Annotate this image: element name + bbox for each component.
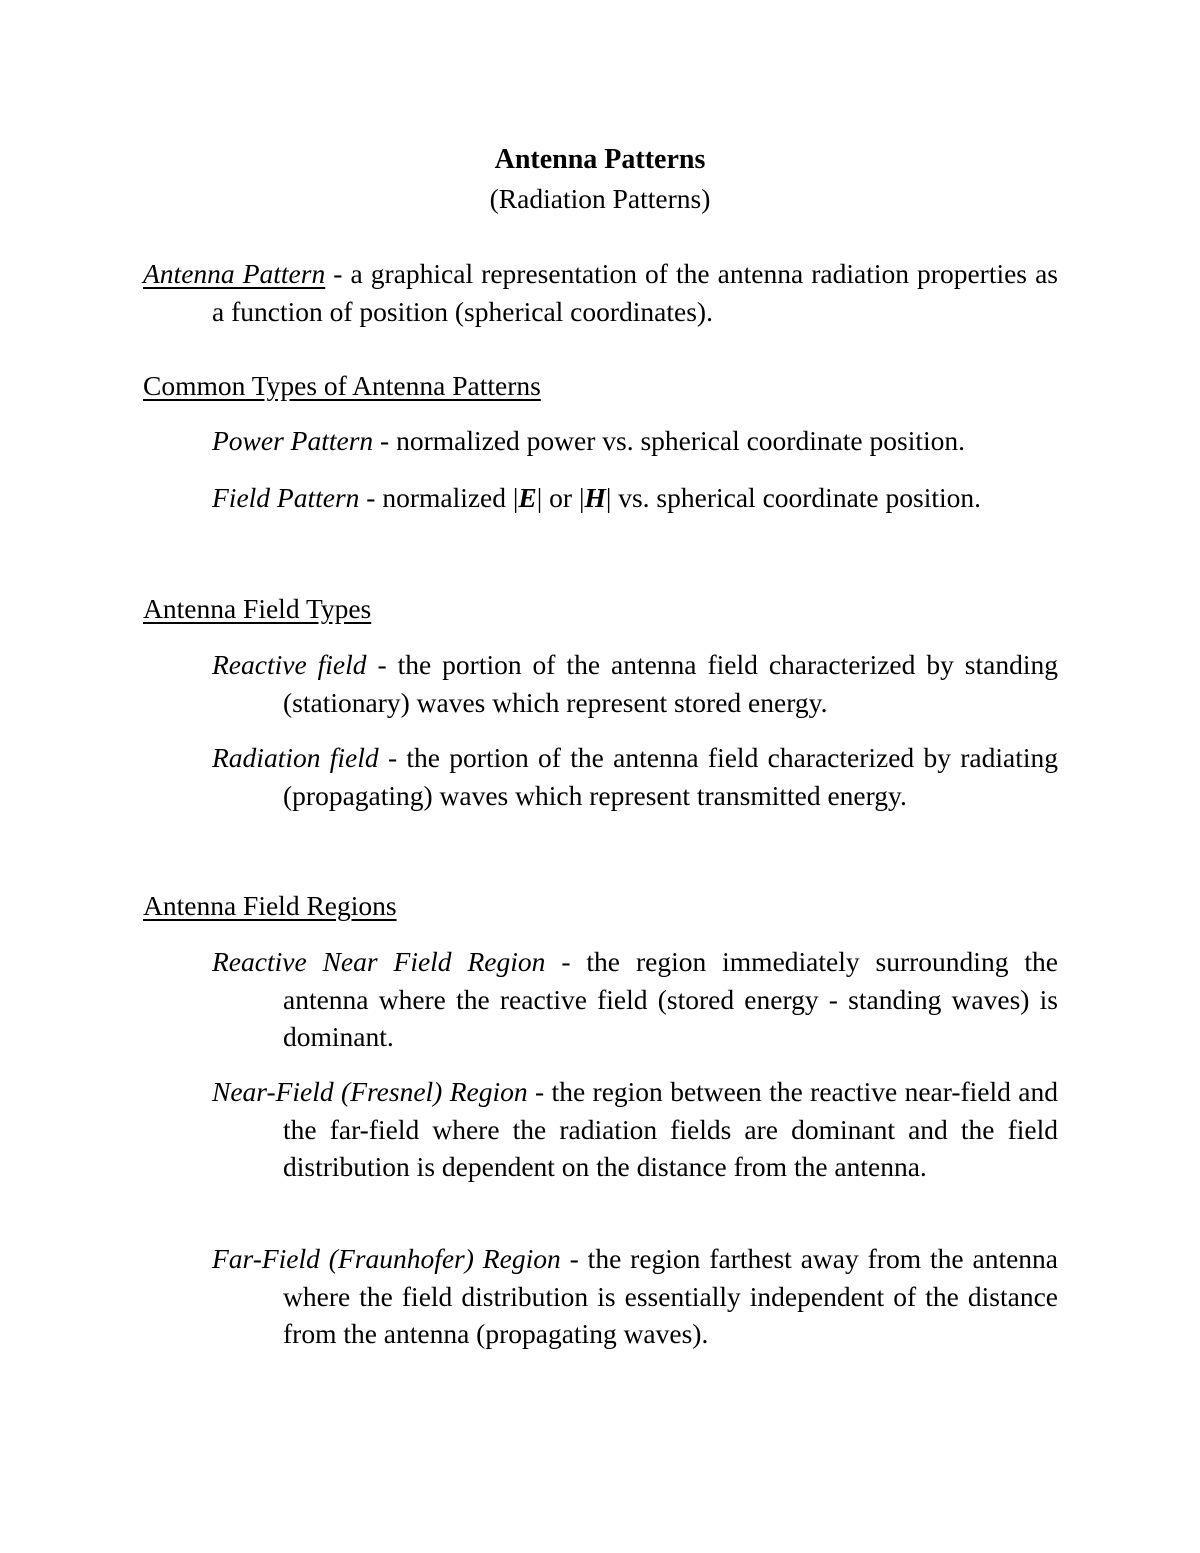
field-pattern-paragraph: Field Pattern - normalized |E| or |H| vs. spherical coordinate position. — [212, 482, 981, 513]
h-field-symbol: H — [584, 482, 606, 513]
reactive-field-term: Reactive field — [212, 649, 367, 680]
reactive-near-field-text: - the region immediately surrounding the antenna where the reactive field (stored energy - standing waves) is dominant. — [283, 946, 1058, 1052]
antenna-pattern-definition — [143, 255, 1058, 330]
near-field-paragraph — [212, 1073, 1058, 1186]
heading-field-regions: Antenna Field Regions — [143, 890, 397, 921]
page-title: Antenna Patterns — [494, 144, 706, 175]
near-field-term: Near-Field (Fresnel) Region — [212, 1076, 528, 1107]
heading-field-types: Antenna Field Types — [143, 593, 372, 624]
reactive-field-paragraph — [212, 646, 1058, 721]
near-field-text: - the region between the reactive near-field and the far-field where the radiation fields are dominant and the field distribution is dependent on the distance from the antenna. — [283, 1076, 1058, 1182]
reactive-near-field-paragraph — [212, 943, 1058, 1056]
e-field-symbol: E — [518, 482, 537, 513]
antenna-pattern-term: Antenna Pattern — [143, 258, 326, 289]
radiation-field-paragraph — [212, 739, 1058, 814]
field-pattern-term: Field Pattern — [212, 482, 360, 513]
radiation-field-text: - the portion of the antenna field characterized by radiating (propagating) waves which represent transmitted energy. — [283, 742, 1058, 811]
power-pattern-text: - normalized power vs. spherical coordinate position. — [373, 425, 966, 456]
far-field-term: Far-Field (Fraunhofer) Region — [212, 1243, 561, 1274]
field-pattern-text-or: or — [542, 482, 579, 513]
page-subtitle: (Radiation Patterns) — [489, 183, 711, 214]
reactive-field-text: - the portion of the antenna field characterized by standing (stationary) waves which represent stored energy. — [283, 649, 1058, 718]
far-field-paragraph — [212, 1240, 1058, 1353]
field-pattern-text-after: vs. spherical coordinate position. — [611, 482, 981, 513]
far-field-text: - the region farthest away from the antenna where the field distribution is essentially independent of the distance from the antenna (propagating waves). — [283, 1243, 1058, 1349]
radiation-field-term: Radiation field — [212, 742, 379, 773]
heading-common-types: Common Types of Antenna Patterns — [143, 370, 541, 401]
power-pattern-paragraph — [212, 422, 1058, 460]
antenna-pattern-text: - a graphical representation of the antenna radiation properties as a function of position (spherical coordinates). — [212, 258, 1058, 327]
field-pattern-text-before: - normalized — [359, 482, 513, 513]
reactive-near-field-term: Reactive Near Field Region — [212, 946, 546, 977]
power-pattern-term: Power Pattern — [212, 425, 374, 456]
